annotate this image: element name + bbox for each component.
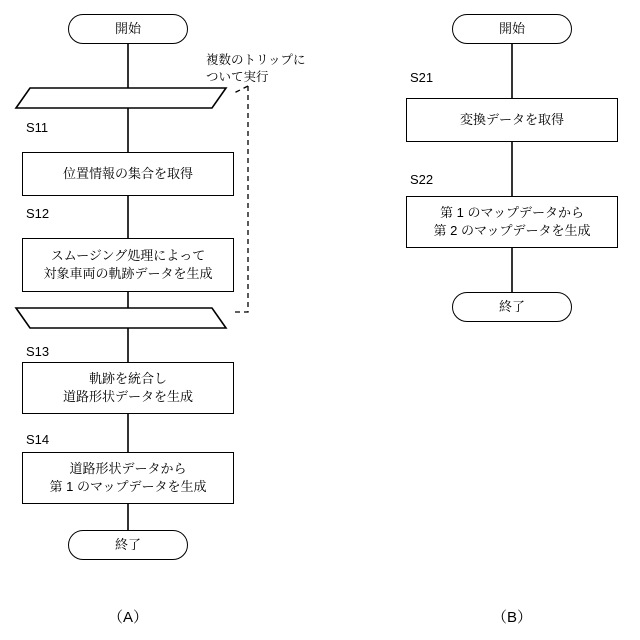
node-b-end — [452, 292, 572, 322]
node-b-s21 — [406, 98, 618, 142]
caption-figure-a: （A） — [107, 609, 148, 626]
node-label: 終了 — [498, 299, 525, 315]
node-a-s14 — [22, 452, 234, 504]
node-label: 位置情報の集合を取得 — [62, 166, 193, 182]
node-a-start — [68, 14, 188, 44]
node-a-s13 — [22, 362, 234, 414]
step-label-s21: S21 — [410, 70, 434, 85]
step-label-s13: S13 — [26, 344, 50, 359]
node-label: 軌跡を統合し 道路形状データを生成 — [62, 371, 193, 404]
node-a-end — [68, 530, 188, 560]
annotation-loop-note: 複数のトリップに ついて実行 — [206, 53, 306, 84]
node-a-s11 — [22, 152, 234, 196]
node-a-s12 — [22, 238, 234, 292]
node-label: スムージング処理によって 対象車両の軌跡データを生成 — [43, 248, 213, 281]
step-label-s11: S11 — [26, 120, 49, 135]
caption-figure-b: （B） — [491, 609, 532, 626]
node-b-start — [452, 14, 572, 44]
node-label: 道路形状データから 第 1 のマップデータを生成 — [49, 461, 207, 494]
node-b-s22 — [406, 196, 618, 248]
node-label: 開始 — [498, 21, 525, 37]
step-label-s12: S12 — [26, 206, 50, 221]
node-label: 終了 — [114, 537, 141, 553]
step-label-s14: S14 — [26, 432, 50, 447]
node-label: 変換データを取得 — [459, 112, 564, 128]
step-label-s22: S22 — [410, 172, 434, 187]
node-label: 第 1 のマップデータから 第 2 のマップデータを生成 — [433, 205, 591, 238]
node-label: 開始 — [114, 21, 141, 37]
